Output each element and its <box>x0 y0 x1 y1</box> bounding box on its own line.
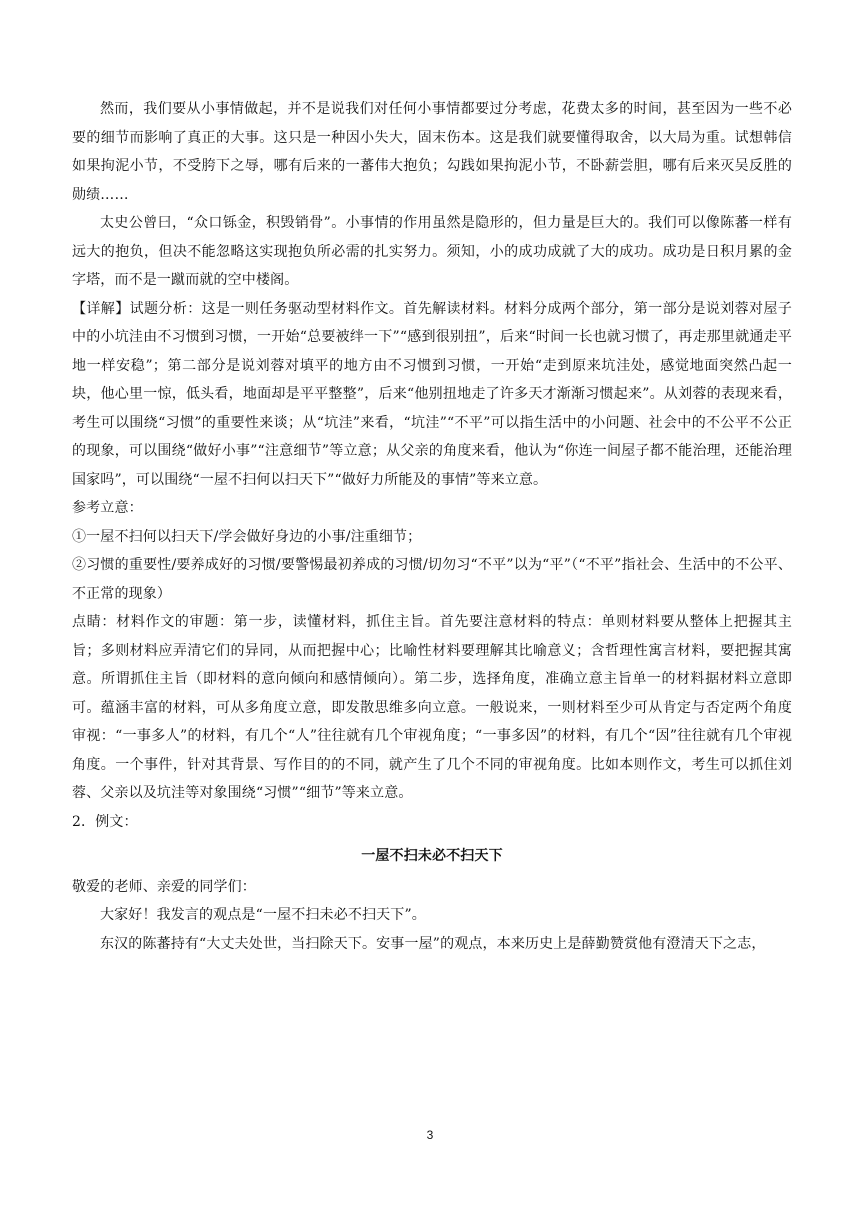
paragraph-greeting: 大家好！我发言的观点是“一屋不扫未必不扫天下”。 <box>100 907 426 923</box>
paragraph-reference-item-2: ②习惯的重要性/要养成好的习惯/要警惕最初养成的习惯/切勿习“不平”以为“平”（“不平”指社会、生活中的不公平、不正常的现象） <box>72 557 792 602</box>
paragraph-reference-heading: 参考立意： <box>72 500 143 516</box>
paragraph-analysis: 【详解】试题分析：这是一则任务驱动型材料作文。首先解读材料。材料分成两个部分，第一部分是说刘蓉对屋子中的小坑洼由不习惯到习惯，一开始“总要被绊一下”“感到很别扭”，后来“时间一长也就习惯了，再走那里就通走平地一样安稳”；第二部分是说刘蓉对填平的地方由不习惯到习惯，一开始“走到原来坑洼处，感觉地面突然凸起一块，他心里一惊，低头看，地面却是平平整整”，后来“他别扭地走了许多天才渐渐习惯起来”。从刘蓉的表现来看，考生可以围绕“习惯”的重要性来谈；从“坑洼”来看，“坑洼”“不平”可以指生活中的小问题、社会中的不公平不公正的现象，可以围绕“做好小事”“注意细节”等立意；从父亲的角度来看，他认为“你连一间屋子都不能治理，还能治理国家吗”，可以围绕“一屋不扫何以扫天下”“做好力所能及的事情”等来立意。 <box>72 300 792 488</box>
document-page <box>72 95 792 958</box>
paragraph-key-points: 点睛：材料作文的审题：第一步，读懂材料，抓住主旨。首先要注意材料的特点：单则材料要从整体上把握其主旨；多则材料应弄清它们的异同，从而把握中心；比喻性材料要理解其比喻意义；含哲理性寓言材料，要把握其寓意。所谓抓住主旨（即材料的意向倾向和感情倾向）。第二步，选择角度，准确立意主旨单一的材料据材料立意即可。蕴涵丰富的材料，可从多角度立意，即发散思维多向立意。一般说来，一则材料至少可从肯定与否定两个角度审视：“一事多人”的材料，有几个“人”往往就有几个审视角度；“一事多因”的材料，有几个“因”往往就有几个审视角度。一个事件，针对其背景、写作目的的不同，就产生了几个不同的审视角度。比如本则作文，考生可以抓住刘蓉、父亲以及坑洼等对象围绕“习惯”“细节”等来立意。 <box>72 614 792 801</box>
paragraph-reference-item-1: ①一屋不扫何以扫天下/学会做好身边的小事/注重细节； <box>72 528 422 545</box>
paragraph-taishigong: 太史公曾曰，“众口铄金，积毁销骨”。小事情的作用虽然是隐形的，但力量是巨大的。我们可以像陈蕃一样有远大的抱负，但决不能忽略这实现抱负所必需的扎实努力。须知，小的成功成就了大的成功。成功是日积月累的金字塔，而不是一蹴而就的空中楼阁。 <box>72 215 792 288</box>
essay-title: 一屋不扫未必不扫天下 <box>361 848 503 864</box>
paragraph-chen-fan: 东汉的陈蕃持有“大丈夫处世，当扫除天下。安事一屋”的观点，本来历史上是薛勤赞赏他有澄清天下之志， <box>100 935 766 952</box>
paragraph-small-things: 然而，我们要从小事情做起，并不是说我们对任何小事情都要过分考虑，花费太多的时间，甚至因为一些不必要的细节而影响了真正的大事。这只是一种因小失大，固末伤本。这是我们就要懂得取舍，以大局为重。试想韩信如果拘泥小节，不受胯下之辱，哪有后来的一蕃伟大抱负；勾践如果拘泥小节，不卧薪尝胆，哪有后来灭吴反胜的勋绩…… <box>72 101 792 203</box>
paragraph-salutation: 敬爱的老师、亲爱的同学们： <box>72 878 256 895</box>
page-number: 3 <box>426 1128 434 1142</box>
paragraph-example-heading: 2．例文： <box>72 813 138 830</box>
